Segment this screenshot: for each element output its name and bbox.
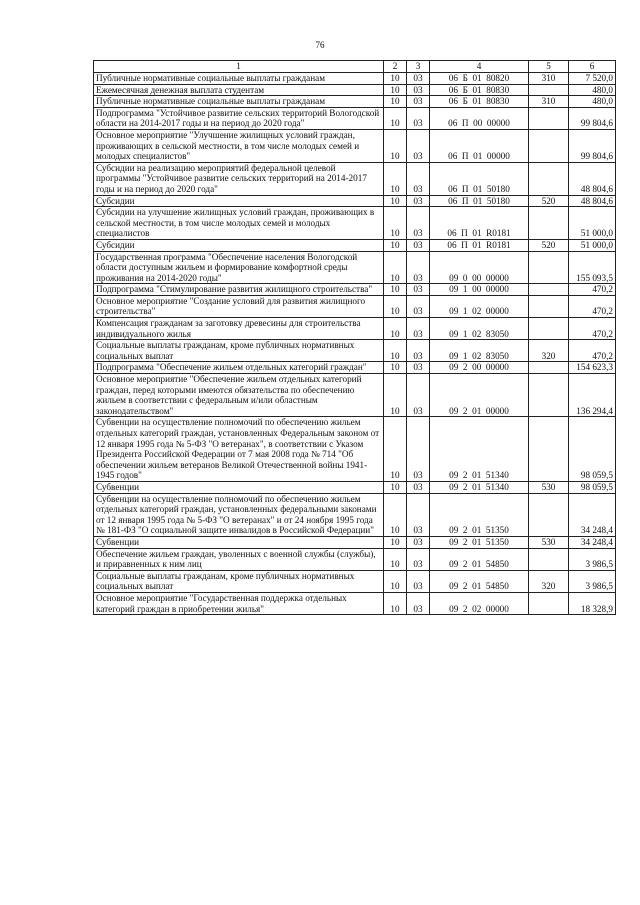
subsection-code-cell: 03 (407, 481, 430, 493)
row-name-cell: Субсидии (94, 239, 384, 251)
expense-type-cell (529, 107, 569, 129)
expense-type-cell: 320 (529, 340, 569, 362)
subsection-code-cell: 03 (407, 195, 430, 207)
section-code-cell: 10 (384, 251, 407, 284)
amount-cell: 99 804,6 (569, 107, 616, 129)
target-article-cell: 09 2 02 00000 (430, 592, 529, 614)
amount-cell: 3 986,5 (569, 548, 616, 570)
row-name-cell: Субвенции (94, 481, 384, 493)
expense-type-cell (529, 84, 569, 96)
section-code-cell: 10 (384, 417, 407, 482)
section-code-cell: 10 (384, 284, 407, 296)
row-name-cell: Подпрограмма "Обеспечение жильем отдельных категорий граждан" (94, 362, 384, 374)
expense-type-cell: 310 (529, 73, 569, 85)
subsection-code-cell: 03 (407, 239, 430, 251)
table-row (94, 493, 616, 536)
subsection-code-cell: 03 (407, 295, 430, 317)
row-name-cell: Основное мероприятие "Государственная поддержка отдельных категорий граждан в приобретении жилья" (94, 592, 384, 614)
subsection-code-cell: 03 (407, 374, 430, 417)
amount-cell: 48 804,6 (569, 162, 616, 195)
target-article-cell: 06 Б 01 80830 (430, 84, 529, 96)
amount-cell: 136 294,4 (569, 374, 616, 417)
header-cell: 6 (569, 61, 616, 73)
table-row (94, 295, 616, 317)
row-name-cell: Субвенции на осуществление полномочий по обеспечению жильем отдельных категорий граждан, установленных федеральными законами от 12 января 1995 года № 5-ФЗ "О ветеранах" и от 24 ноября 1995 года № 181-ФЗ "О социальной защите инвалидов в Российской Федерации" (94, 493, 384, 536)
target-article-cell: 09 2 01 54850 (430, 570, 529, 592)
target-article-cell: 06 П 01 R0181 (430, 239, 529, 251)
table-row (94, 207, 616, 240)
amount-cell: 470,2 (569, 318, 616, 340)
budget-table (93, 60, 616, 615)
table-row (94, 73, 616, 85)
target-article-cell: 06 П 00 00000 (430, 107, 529, 129)
table-row (94, 417, 616, 482)
row-name-cell: Субвенции (94, 536, 384, 548)
section-code-cell: 10 (384, 295, 407, 317)
target-article-cell: 06 П 01 00000 (430, 129, 529, 162)
amount-cell: 51 000,0 (569, 239, 616, 251)
amount-cell: 34 248,4 (569, 536, 616, 548)
section-code-cell: 10 (384, 362, 407, 374)
amount-cell: 3 986,5 (569, 570, 616, 592)
expense-type-cell (529, 548, 569, 570)
header-cell: 5 (529, 61, 569, 73)
section-code-cell: 10 (384, 96, 407, 108)
amount-cell: 48 804,6 (569, 195, 616, 207)
subsection-code-cell: 03 (407, 107, 430, 129)
target-article-cell: 06 П 01 50180 (430, 162, 529, 195)
target-article-cell: 09 2 01 51340 (430, 417, 529, 482)
expense-type-cell: 520 (529, 239, 569, 251)
target-article-cell: 09 1 02 83050 (430, 340, 529, 362)
target-article-cell: 06 Б 01 80820 (430, 73, 529, 85)
row-name-cell: Подпрограмма "Устойчивое развитие сельских территорий Вологодской области на 2014-2017 годы и на период до 2020 года" (94, 107, 384, 129)
row-name-cell: Субсидии на реализацию мероприятий федеральной целевой программы "Устойчивое развитие сельских территорий на 2014-2017 годы и на период до 2020 года" (94, 162, 384, 195)
section-code-cell: 10 (384, 340, 407, 362)
subsection-code-cell: 03 (407, 362, 430, 374)
header-cell: 3 (407, 61, 430, 73)
section-code-cell: 10 (384, 207, 407, 240)
amount-cell: 470,2 (569, 295, 616, 317)
amount-cell: 98 059,5 (569, 417, 616, 482)
section-code-cell: 10 (384, 318, 407, 340)
subsection-code-cell: 03 (407, 536, 430, 548)
table-row (94, 318, 616, 340)
expense-type-cell (529, 251, 569, 284)
header-cell: 2 (384, 61, 407, 73)
section-code-cell: 10 (384, 592, 407, 614)
section-code-cell: 10 (384, 481, 407, 493)
target-article-cell: 09 2 01 51340 (430, 481, 529, 493)
expense-type-cell (529, 129, 569, 162)
expense-type-cell: 530 (529, 536, 569, 548)
table-row (94, 340, 616, 362)
row-name-cell: Ежемесячная денежная выплата студентам (94, 84, 384, 96)
target-article-cell: 06 Б 01 80830 (430, 96, 529, 108)
row-name-cell: Субвенции на осуществление полномочий по обеспечению жильем отдельных категорий граждан, установленных Федеральным законом от 12 января 1995 года № 5-ФЗ "О ветеранах", в соответствии с Указом Президента Российской Федерации от 7 мая 2008 года № 714 "Об обеспечении жильем ветеранов Великой Отечественной войны 1941-1945 годов" (94, 417, 384, 482)
section-code-cell: 10 (384, 536, 407, 548)
amount-cell: 98 059,5 (569, 481, 616, 493)
subsection-code-cell: 03 (407, 207, 430, 240)
target-article-cell: 09 2 00 00000 (430, 362, 529, 374)
amount-cell: 154 623,3 (569, 362, 616, 374)
section-code-cell: 10 (384, 84, 407, 96)
table-row (94, 195, 616, 207)
table-row (94, 162, 616, 195)
row-name-cell: Обеспечение жильем граждан, уволенных с военной службы (службы), и приравненных к ним лиц (94, 548, 384, 570)
expense-type-cell: 310 (529, 96, 569, 108)
table-row (94, 362, 616, 374)
expense-type-cell (529, 362, 569, 374)
expense-type-cell: 530 (529, 481, 569, 493)
subsection-code-cell: 03 (407, 417, 430, 482)
header-cell: 1 (94, 61, 384, 73)
row-name-cell: Основное мероприятие "Обеспечение жильем отдельных категорий граждан, перед которыми имеются обязательства по обеспечению жильем в соответствии с федеральным и/или областным законодательством" (94, 374, 384, 417)
expense-type-cell: 520 (529, 195, 569, 207)
page-number: 76 (315, 40, 325, 50)
expense-type-cell (529, 374, 569, 417)
expense-type-cell (529, 493, 569, 536)
target-article-cell: 09 1 02 00000 (430, 295, 529, 317)
expense-type-cell (529, 592, 569, 614)
expense-type-cell: 320 (529, 570, 569, 592)
amount-cell: 99 804,6 (569, 129, 616, 162)
target-article-cell: 09 2 01 51350 (430, 493, 529, 536)
section-code-cell: 10 (384, 162, 407, 195)
table-row (94, 570, 616, 592)
row-name-cell: Социальные выплаты гражданам, кроме публичных нормативных социальных выплат (94, 570, 384, 592)
amount-cell: 7 520,0 (569, 73, 616, 85)
amount-cell: 480,0 (569, 96, 616, 108)
section-code-cell: 10 (384, 129, 407, 162)
amount-cell: 155 093,5 (569, 251, 616, 284)
header-cell: 4 (430, 61, 529, 73)
row-name-cell: Основное мероприятие "Улучшение жилищных условий граждан, проживающих в сельской местности, в том числе молодых семей и молодых специалистов" (94, 129, 384, 162)
subsection-code-cell: 03 (407, 251, 430, 284)
target-article-cell: 09 1 02 83050 (430, 318, 529, 340)
row-name-cell: Субсидии (94, 195, 384, 207)
section-code-cell: 10 (384, 570, 407, 592)
row-name-cell: Субсидии на улучшение жилищных условий граждан, проживающих в сельской местности, в том числе молодых семей и молодых специалистов (94, 207, 384, 240)
row-name-cell: Государственная программа "Обеспечение населения Вологодской области доступным жильем и формирование комфортной среды проживания на 2014-2020 годы" (94, 251, 384, 284)
section-code-cell: 10 (384, 548, 407, 570)
amount-cell: 470,2 (569, 340, 616, 362)
amount-cell: 480,0 (569, 84, 616, 96)
table-row (94, 129, 616, 162)
subsection-code-cell: 03 (407, 73, 430, 85)
expense-type-cell (529, 295, 569, 317)
table-row (94, 84, 616, 96)
amount-cell: 18 328,9 (569, 592, 616, 614)
table-header-row (94, 61, 616, 73)
amount-cell: 51 000,0 (569, 207, 616, 240)
table-row (94, 239, 616, 251)
target-article-cell: 09 0 00 00000 (430, 251, 529, 284)
target-article-cell: 06 П 01 R0181 (430, 207, 529, 240)
row-name-cell: Основное мероприятие "Создание условий для развития жилищного строительства" (94, 295, 384, 317)
section-code-cell: 10 (384, 374, 407, 417)
table-row (94, 251, 616, 284)
subsection-code-cell: 03 (407, 84, 430, 96)
target-article-cell: 09 2 01 00000 (430, 374, 529, 417)
row-name-cell: Публичные нормативные социальные выплаты гражданам (94, 73, 384, 85)
subsection-code-cell: 03 (407, 129, 430, 162)
subsection-code-cell: 03 (407, 340, 430, 362)
target-article-cell: 09 1 00 00000 (430, 284, 529, 296)
subsection-code-cell: 03 (407, 493, 430, 536)
expense-type-cell (529, 162, 569, 195)
table-row (94, 374, 616, 417)
expense-type-cell (529, 207, 569, 240)
subsection-code-cell: 03 (407, 162, 430, 195)
target-article-cell: 09 2 01 51350 (430, 536, 529, 548)
subsection-code-cell: 03 (407, 548, 430, 570)
section-code-cell: 10 (384, 73, 407, 85)
subsection-code-cell: 03 (407, 96, 430, 108)
expense-type-cell (529, 284, 569, 296)
target-article-cell: 06 П 01 50180 (430, 195, 529, 207)
section-code-cell: 10 (384, 239, 407, 251)
amount-cell: 34 248,4 (569, 493, 616, 536)
subsection-code-cell: 03 (407, 592, 430, 614)
table-row (94, 592, 616, 614)
target-article-cell: 09 2 01 54850 (430, 548, 529, 570)
table-row (94, 481, 616, 493)
table-row (94, 96, 616, 108)
amount-cell: 470,2 (569, 284, 616, 296)
expense-type-cell (529, 417, 569, 482)
table-row (94, 284, 616, 296)
table-row (94, 536, 616, 548)
row-name-cell: Компенсация гражданам за заготовку древесины для строительства индивидуального жилья (94, 318, 384, 340)
subsection-code-cell: 03 (407, 284, 430, 296)
expense-type-cell (529, 318, 569, 340)
row-name-cell: Социальные выплаты гражданам, кроме публичных нормативных социальных выплат (94, 340, 384, 362)
table-row (94, 107, 616, 129)
section-code-cell: 10 (384, 493, 407, 536)
section-code-cell: 10 (384, 107, 407, 129)
table-row (94, 548, 616, 570)
row-name-cell: Подпрограмма "Стимулирование развития жилищного строительства" (94, 284, 384, 296)
row-name-cell: Публичные нормативные социальные выплаты гражданам (94, 96, 384, 108)
subsection-code-cell: 03 (407, 318, 430, 340)
section-code-cell: 10 (384, 195, 407, 207)
subsection-code-cell: 03 (407, 570, 430, 592)
